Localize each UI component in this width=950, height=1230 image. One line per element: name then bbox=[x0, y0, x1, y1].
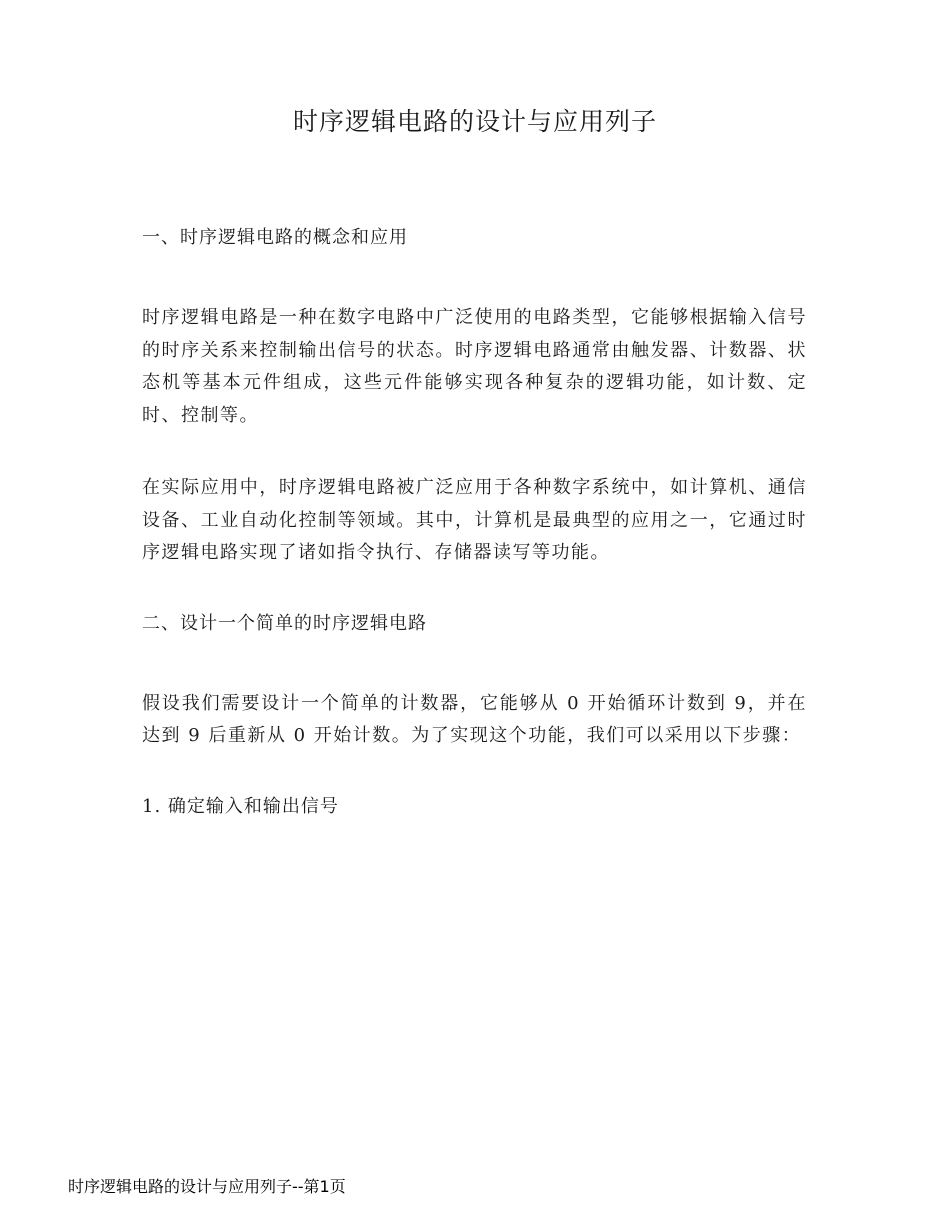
section-2-paragraph-1: 假设我们需要设计一个简单的计数器，它能够从 0 开始循环计数到 9，并在达到 9 后重新从 0 开始计数。为了实现这个功能，我们可以采用以下步骤： bbox=[142, 692, 807, 746]
section-1-paragraph-1: 时序逻辑电路是一种在数字电路中广泛使用的电路类型，它能够根据输入信号的时序关系来控制输出信号的状态。时序逻辑电路通常由触发器、计数器、状态机等基本元件组成，这些元件能够实现各种复杂的逻辑功能，如计数、定时、控制等。 bbox=[142, 307, 807, 426]
page-footer: 时序逻辑电路的设计与应用列子--第1页 bbox=[68, 1177, 346, 1196]
document-title: 时序逻辑电路的设计与应用列子 bbox=[292, 107, 657, 136]
document-body bbox=[142, 224, 807, 821]
section-1-heading: 一、时序逻辑电路的概念和应用 bbox=[142, 227, 408, 248]
section-2-heading: 二、设计一个简单的时序逻辑电路 bbox=[142, 612, 427, 634]
section-1-paragraph-2: 在实际应用中，时序逻辑电路被广泛应用于各种数字系统中，如计算机、通信设备、工业自动化控制等领域。其中，计算机是最典型的应用之一，它通过时序逻辑电路实现了诸如指令执行、存储器读写等功能。 bbox=[142, 477, 807, 563]
step-1-heading: 1. 确定输入和输出信号 bbox=[142, 795, 339, 817]
